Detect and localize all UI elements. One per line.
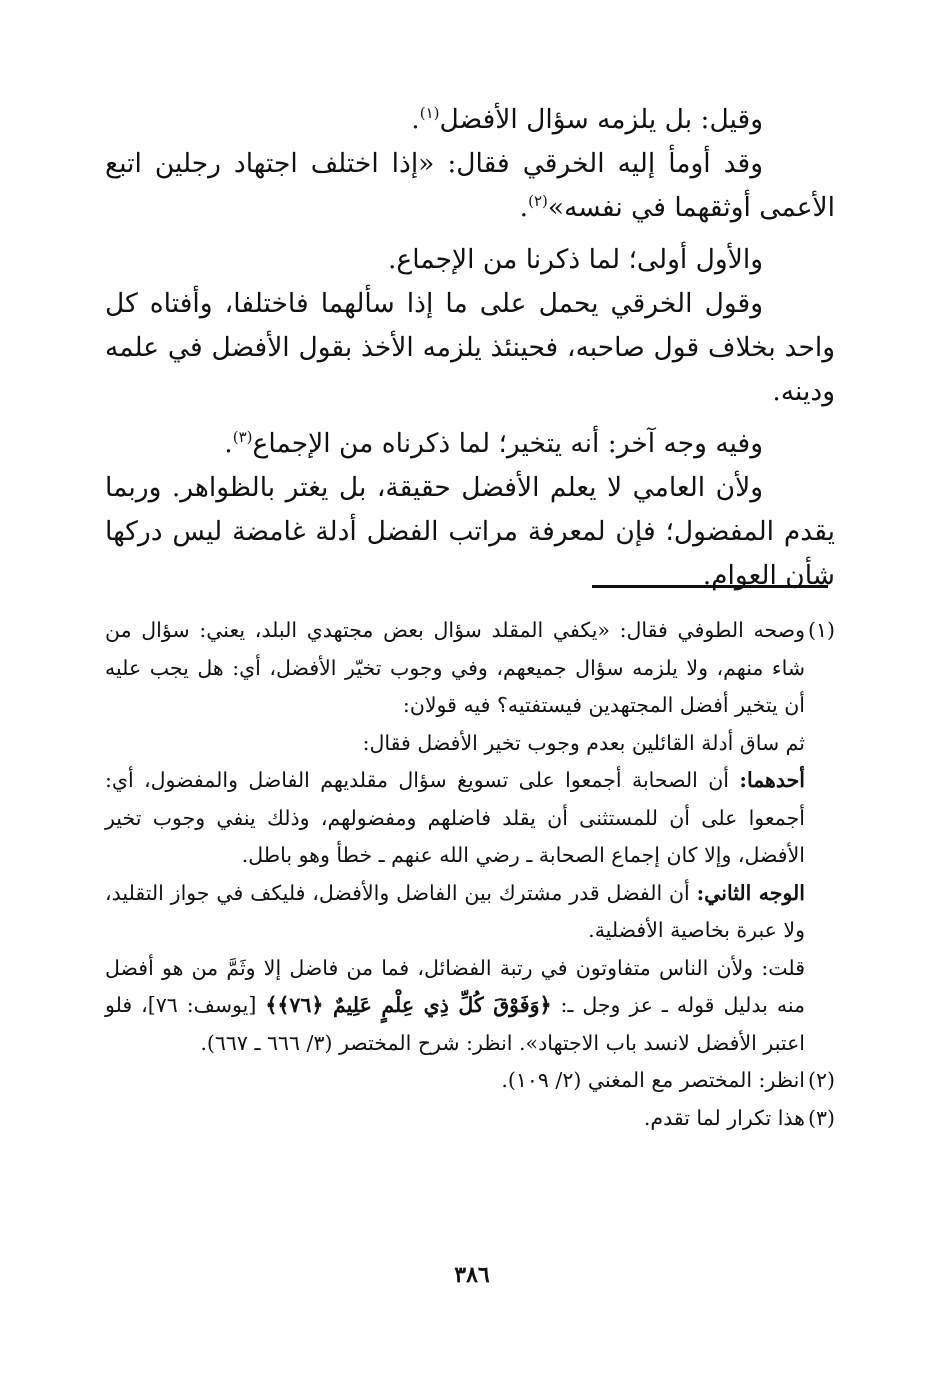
paragraph-2-text: وقد أومأ إليه الخرقي فقال: «إذا اختلف اجتهاد رجلين اتبع الأعمى أوثقهما في نفسه» [105,148,835,223]
page-number: ٣٨٦ [454,1262,490,1288]
paragraph-3: والأول أولى؛ لما ذكرنا من الإجماع. [388,244,763,275]
quran-verse: ﴿وَفَوْقَ كُلِّ ذِي عِلْمٍ عَلِيمٌ ﴿٧٦﴾﴾ [265,993,552,1017]
footnote-1-para-5 [105,950,835,1063]
footnotes [105,612,835,1137]
footnote-1-para-4 [105,875,835,950]
paragraph-2 [105,142,835,230]
footnote-1-text-c: أن الصحابة أجمعوا على تسويغ سؤال مقلديهم الفاضل والمفضول، أي: أجمعوا على أن للمستثنى أن يقلد فاضلهم ومفضولهم، وذلك ينفي وجوب تخير الأفضل، وإلا كان إجماع الصحابة ـ رضي الله عنهم ـ خطأ وهو باطل. [105,768,805,867]
paragraph-5 [105,422,835,466]
footnote-3 [105,1100,835,1138]
footnote-2 [105,1062,835,1100]
paragraph-1-text: وقيل: بل يلزمه سؤال الأفضل [439,104,763,135]
footnote-2-number: (٢) [807,1068,835,1092]
footnote-1-para-3 [105,762,835,875]
footnote-separator [592,585,828,588]
footnote-3-text: هذا تكرار لما تقدم. [643,1105,805,1130]
paragraph-5-text: وفيه وجه آخر: أنه يتخير؛ لما ذكرناه من الإجماع [252,428,763,459]
footnote-1-lead-first: أحدهما: [739,768,805,792]
main-text [105,98,835,598]
paragraph-4: وقول الخرقي يحمل على ما إذا سألهما فاختلفا، وأفتاه كل واحد بخلاف قول صاحبه، فحينئذ يلزمه الأخذ بقول الأفضل في علمه ودينه. [105,288,835,407]
footnote-1-text-f: [يوسف: ٧٦]، فلو اعتبر الأفضل لانسد باب الاجتهاد». انظر: شرح المختصر (٣/ ٦٦٦ ـ ٦٦٧). [105,993,805,1055]
footnote-1-number: (١) [807,618,835,642]
paragraph-6: ولأن العامي لا يعلم الأفضل حقيقة، بل يغتر بالظواهر. وربما يقدم المفضول؛ فإن لمعرفة مراتب الفضل أدلة غامضة ليس دركها شأن العوام. [105,472,835,591]
paragraph-1 [105,98,835,142]
footnote-1-lead-second: الوجه الثاني: [696,880,805,905]
paragraph-5-end: . [224,428,233,459]
footnote-1-para-2: ثم ساق أدلة القائلين بعدم وجوب تخير الأفضل فقال: [362,730,805,755]
footnote-1-text-d: أن الفضل قدر مشترك بين الفاضل والأفضل، فليكف في جواز التقليد، ولا عبرة بخاصية الأفضلية. [105,880,805,942]
footnote-3-number: (٣) [807,1105,835,1130]
footnote-ref-3[interactable]: (٣) [232,428,253,447]
footnote-ref-2[interactable]: (٢) [528,192,548,211]
footnote-1-para-1 [105,612,835,725]
footnote-1-text-e: قلت: ولأن الناس متفاوتون في رتبة الفضائل، فما من فاضل إلا وثَمَّ من هو أفضل منه بدليل قوله ـ عز وجل ـ: [105,955,805,1017]
footnote-ref-1[interactable]: (١) [419,104,440,123]
footnote-1-text-a: وصحه الطوفي فقال: «يكفي المقلد سؤال بعض مجتهدي البلد، يعني: سؤال من شاء منهم، ولا يلزمه سؤال جميعهم، وفي وجوب تخيّر الأفضل، أي: هل يجب عليه أن يتخير أفضل المجتهدين فيستفتيه؟ فيه قولان: [105,618,805,717]
paragraph-1-end: . [411,104,420,135]
footnote-2-text: انظر: المختصر مع المغني (٢/ ١٠٩). [501,1068,805,1092]
paragraph-2-end: . [519,192,529,223]
